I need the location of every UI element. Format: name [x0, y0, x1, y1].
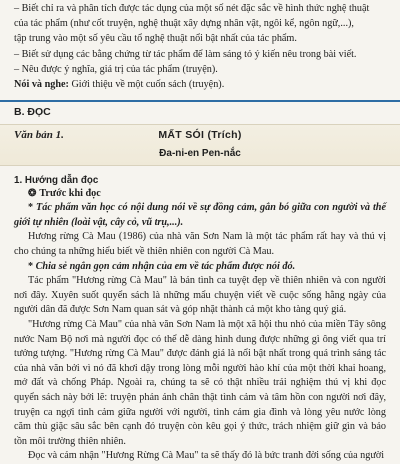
answer-paragraph-4: Đọc và cảm nhận "Hương Rừng Cà Mau" ta sẽ thấy đó là bức tranh đời sống của người: [28, 450, 385, 462]
star-icon: *: [28, 260, 34, 272]
speaking-objective: [14, 77, 386, 92]
text-number-label: Văn bản 1.: [14, 129, 64, 142]
question-2: * Chia sẻ ngắn gọn cảm nhận của em về tác phẩm được nói đó.: [28, 260, 296, 272]
text-title-band: [0, 124, 400, 166]
objective-line: tập trung vào một số yêu cầu tổ nghệ thuật nổi bật nhất của tác phẩm.: [14, 33, 297, 45]
before-reading-label: Trước khi đọc: [39, 188, 101, 200]
author-name: Đa-ni-en Pen-nắc: [159, 148, 241, 160]
objective-line: – Nêu được ý nghĩa, giá trị của tác phẩm (truyện).: [14, 63, 218, 75]
answer-paragraph-3: "Hương rừng Cà Mau" của nhà văn Sơn Nam là một xã hội thu nhỏ của miền Tây sông nước Nam Bộ nơi mà người đọc có thể dễ dàng hình dung được những gì ông viết qua trí tưởng tượng. "Hương rừng Cà Mau" được đánh giá là nổi bật nhất trong quá trình sáng tác của nhà văn bởi vì nó đã khơi dậy trong lòng mỗi người hào khí của một thời khai hoang, mở đất và chống Pháp. Ngoài ra, chúng ta sẽ có thật nhiều trải nghiệm thú vị khi đọc quyển sách này bởi lẽ: truyện phản ánh chân thật tình cảm và tâm hồn con người nơi đây, truyện ca ngợi tình cảm giữa người với người, tình cảm gia đình và lòng yêu nước lòng căm thù giặc sâu sắc bên cạnh đó truyện còn kêu gọi ý thức, trách nhiệm giữ gìn và bảo tồn môi trường thiên nhiên.: [14, 318, 386, 447]
guide-heading: 1. Hướng dẫn đọc: [14, 175, 99, 187]
flower-icon: ❂: [28, 188, 37, 200]
star-icon: *: [28, 202, 34, 214]
answer-paragraph-2: Tác phẩm "Hương rừng Cà Mau" là bản tình ca tuyệt đẹp về thiên nhiên và con người nơi đây. Xuyên suốt quyển sách là những mẩu chuyện viết về cuộc sống hằng ngày của người dân đã được Sơn Nam quan sát và góp nhặt thành cả một kho tàng quý giá.: [14, 275, 386, 316]
speaking-label: Nói và nghe:: [14, 79, 69, 91]
speaking-text: Giới thiệu về một cuốn sách (truyện).: [68, 79, 225, 91]
answer-paragraph-1: Hương rừng Cà Mau (1986) của nhà văn Sơn Nam là một tác phẩm rất hay và thú vị cho chúng ta những hiểu biết về thiên nhiên con người Cà Mau.: [14, 231, 386, 257]
before-reading-heading: [0, 187, 400, 201]
objective-line: – Biết chỉ ra và phân tích được tác dụng của một số nét đặc sắc về hình thức nghệ thuật: [14, 3, 370, 14]
section-title: B. ĐỌC: [14, 106, 51, 119]
guide-body: [0, 201, 400, 464]
objective-line: của tác phẩm (như cốt truyện, nghệ thuật xây dựng nhân vật, ngôi kể, ngôn ngữ,...),: [14, 18, 354, 30]
objective-line: – Biết sử dụng các bằng chứng từ tác phẩm để làm sáng tỏ ý kiến nêu trong bài viết.: [14, 48, 357, 60]
work-title: MẤT SÓI (Trích): [158, 129, 242, 142]
objectives-block: [0, 0, 400, 92]
question-1: * Tác phẩm văn học có nội dung nói về sự đồng cảm, gắn bó giữa con người và thế giới tự nhiên (loài vật, cây cỏ, vũ trụ,...).: [14, 202, 386, 228]
